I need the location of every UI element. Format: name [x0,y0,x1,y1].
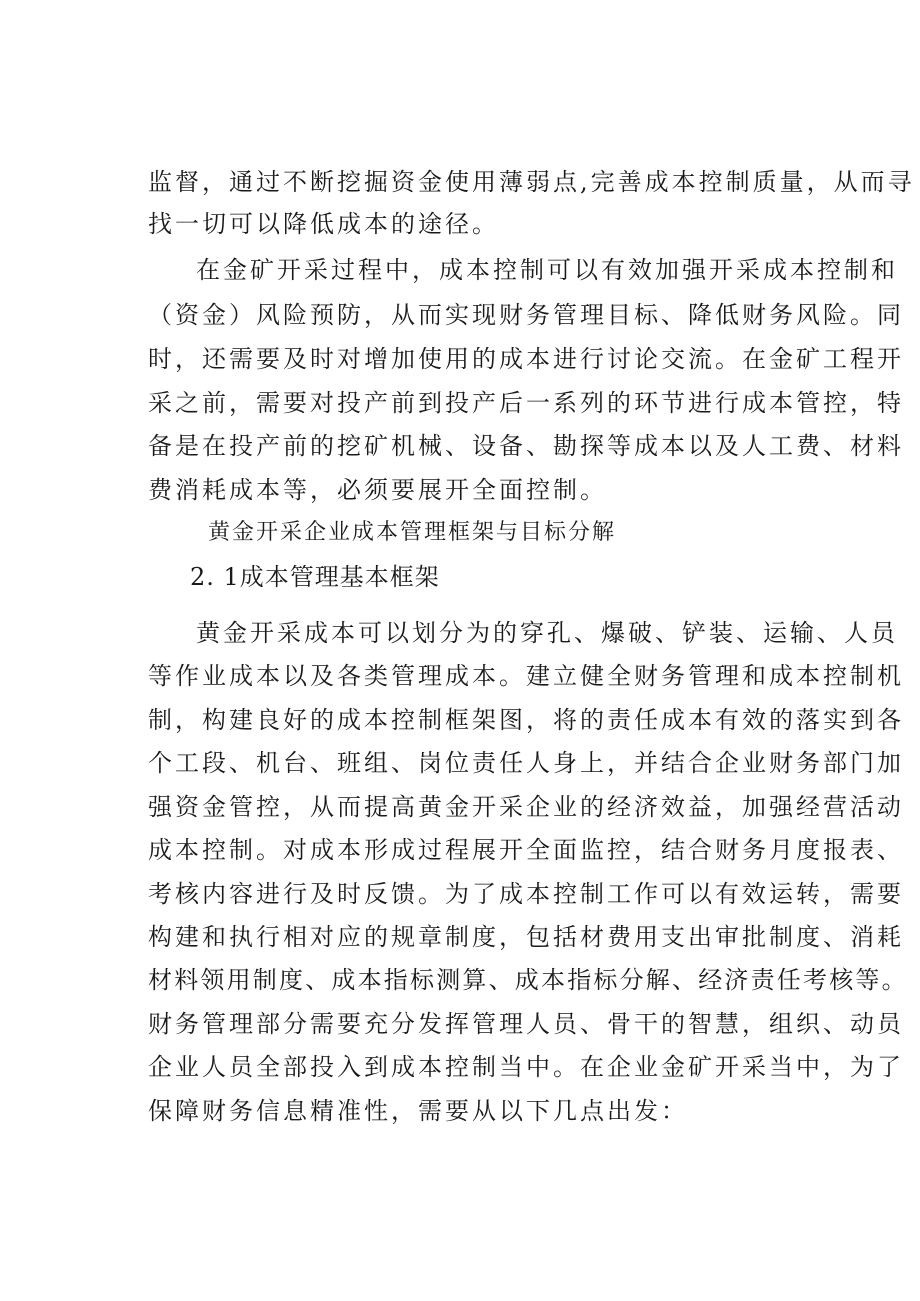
paragraph-2-line-6: 费消耗成本等，必须要展开全面控制。 [148,476,607,504]
paragraph-3-line-5: 强资金管控，从而提高黄金开采企业的经济效益，加强经营活动 [148,793,904,821]
subsection-heading: 2. 1成本管理基本框架 [190,563,440,591]
paragraph-2-line-1: 在金矿开采过程中，成本控制可以有效加强开采成本控制和 [196,256,898,284]
paragraph-3-line-3: 制，构建良好的成本控制框架图，将的责任成本有效的落实到各 [148,706,904,734]
paragraph-3-line-1: 黄金开采成本可以划分为的穿孔、爆破、铲装、运输、人员 [196,619,898,647]
paragraph-3-line-12: 保障财务信息精准性，需要从以下几点出发： [148,1097,688,1125]
paragraph-3-line-8: 构建和执行相对应的规章制度，包括材费用支出审批制度、消耗 [148,923,904,951]
paragraph-2-line-5: 备是在投产前的挖矿机械、设备、勘探等成本以及人工费、材料 [148,432,904,460]
paragraph-3-line-9: 材料领用制度、成本指标测算、成本指标分解、经济责任考核等。 [148,966,908,994]
section-heading: 黄金开采企业成本管理框架与目标分解 [208,520,617,545]
paragraph-2-line-2: （资金）风险预防，从而实现财务管理目标、降低财务风险。同 [148,301,904,329]
paragraph-2-line-3: 时，还需要及时对增加使用的成本进行讨论交流。在金矿工程开 [148,345,904,373]
paragraph-1-line-2: 找一切可以降低成本的途径。 [148,210,499,238]
paragraph-2-line-4: 采之前，需要对投产前到投产后一系列的环节进行成本管控，特 [148,389,904,417]
paragraph-3-line-10: 财务管理部分需要充分发挥管理人员、骨干的智慧，组织、动员 [148,1010,904,1038]
paragraph-3-line-4: 个工段、机台、班组、岗位责任人身上，并结合企业财务部门加 [148,749,904,777]
paragraph-3-line-6: 成本控制。对成本形成过程展开全面监控，结合财务月度报表、 [148,836,904,864]
paragraph-1-line-1: 监督，通过不断挖掘资金使用薄弱点,完善成本控制质量，从而寻 [148,168,915,196]
paragraph-3-line-2: 等作业成本以及各类管理成本。建立健全财务管理和成本控制机 [148,662,904,690]
paragraph-3-line-11: 企业人员全部投入到成本控制当中。在企业金矿开采当中，为了 [148,1053,904,1081]
paragraph-3-line-7: 考核内容进行及时反馈。为了成本控制工作可以有效运转，需要 [148,880,904,908]
